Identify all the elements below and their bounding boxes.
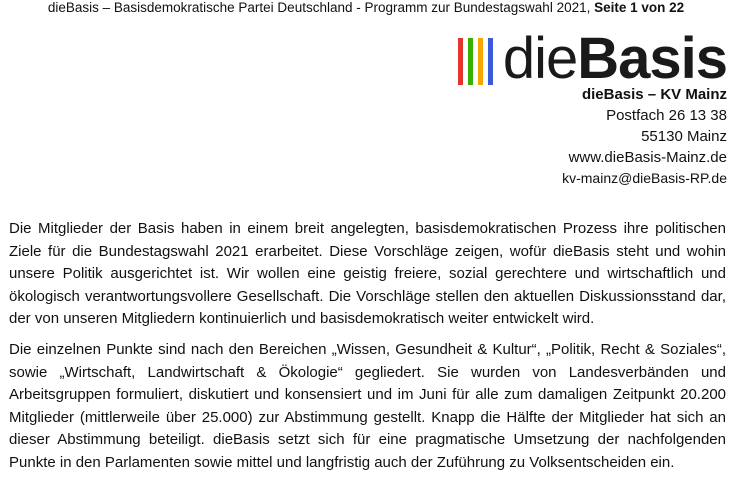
logo-stripes-icon xyxy=(458,38,493,85)
logo-basis: Basis xyxy=(577,26,727,91)
address-block xyxy=(562,84,727,189)
header-title: dieBasis – Basisdemokratische Partei Deutschland - Programm zur Bundestagswahl 2021, xyxy=(47,0,591,15)
diebasis-logo xyxy=(458,26,727,91)
email-link[interactable]: kv-mainz@dieBasis-RP.de xyxy=(562,170,727,186)
logo-die: die xyxy=(502,26,578,91)
website-link[interactable]: www.dieBasis-Mainz.de xyxy=(568,149,727,166)
logo-stripe-green xyxy=(468,38,473,85)
logo-stripe-red xyxy=(458,38,463,85)
page-number: Seite 1 von 22 xyxy=(594,0,685,15)
paragraph-intro: Die Mitglieder der Basis haben in einem breit angelegten, basisdemokratischen Prozess ihre politischen Ziele für die Bundestagswahl 2021 erarbeitet. Diese Vorschläge zeigen, wofür dieBasis steht und wohin unsere Politik ausgerichtet ist. Wir wollen eine geistig freiere, sozial gerechtere und wirtschaftlich und ökologisch verantwortungsvollere Gesellschaft. Die Vorschläge stellen den aktuellen Diskussionsstand dar, der von unseren Mitgliedern kontinuierlich und basisdemokratisch weiter entwickelt wird. xyxy=(9,220,726,327)
page-header xyxy=(0,0,732,16)
logo-wordmark xyxy=(502,26,727,91)
postal-box: Postfach 26 13 38 xyxy=(606,107,727,124)
postal-city: 55130 Mainz xyxy=(641,128,727,145)
document-body xyxy=(9,218,726,483)
logo-stripe-blue xyxy=(488,38,493,85)
logo-stripe-orange xyxy=(478,38,483,85)
org-name: dieBasis – KV Mainz xyxy=(581,86,727,103)
paragraph-structure: Die einzelnen Punkte sind nach den Bereichen „Wissen, Gesundheit & Kultur“, „Politik, Recht & Soziales“, sowie „Wirtschaft, Landwirtschaft & Ökologie“ gegliedert. Sie wurden von Landesverbänden und Arbeitsgruppen formuliert, diskutiert und konsensiert und im Juni für alle zum damaligen Zeitpunkt 20.200 Mitglieder (mittlerweile über 25.000) zur Abstimmung gestellt. Knapp die Hälfte der Mitglieder hat sich an dieser Abstimmung beteiligt. dieBasis setzt sich für eine pragmatische Umsetzung der nachfolgenden Punkte in den Parlamenten sowie mittel und langfristig auch der Zuführung zu Volksentscheiden ein. xyxy=(9,341,726,471)
